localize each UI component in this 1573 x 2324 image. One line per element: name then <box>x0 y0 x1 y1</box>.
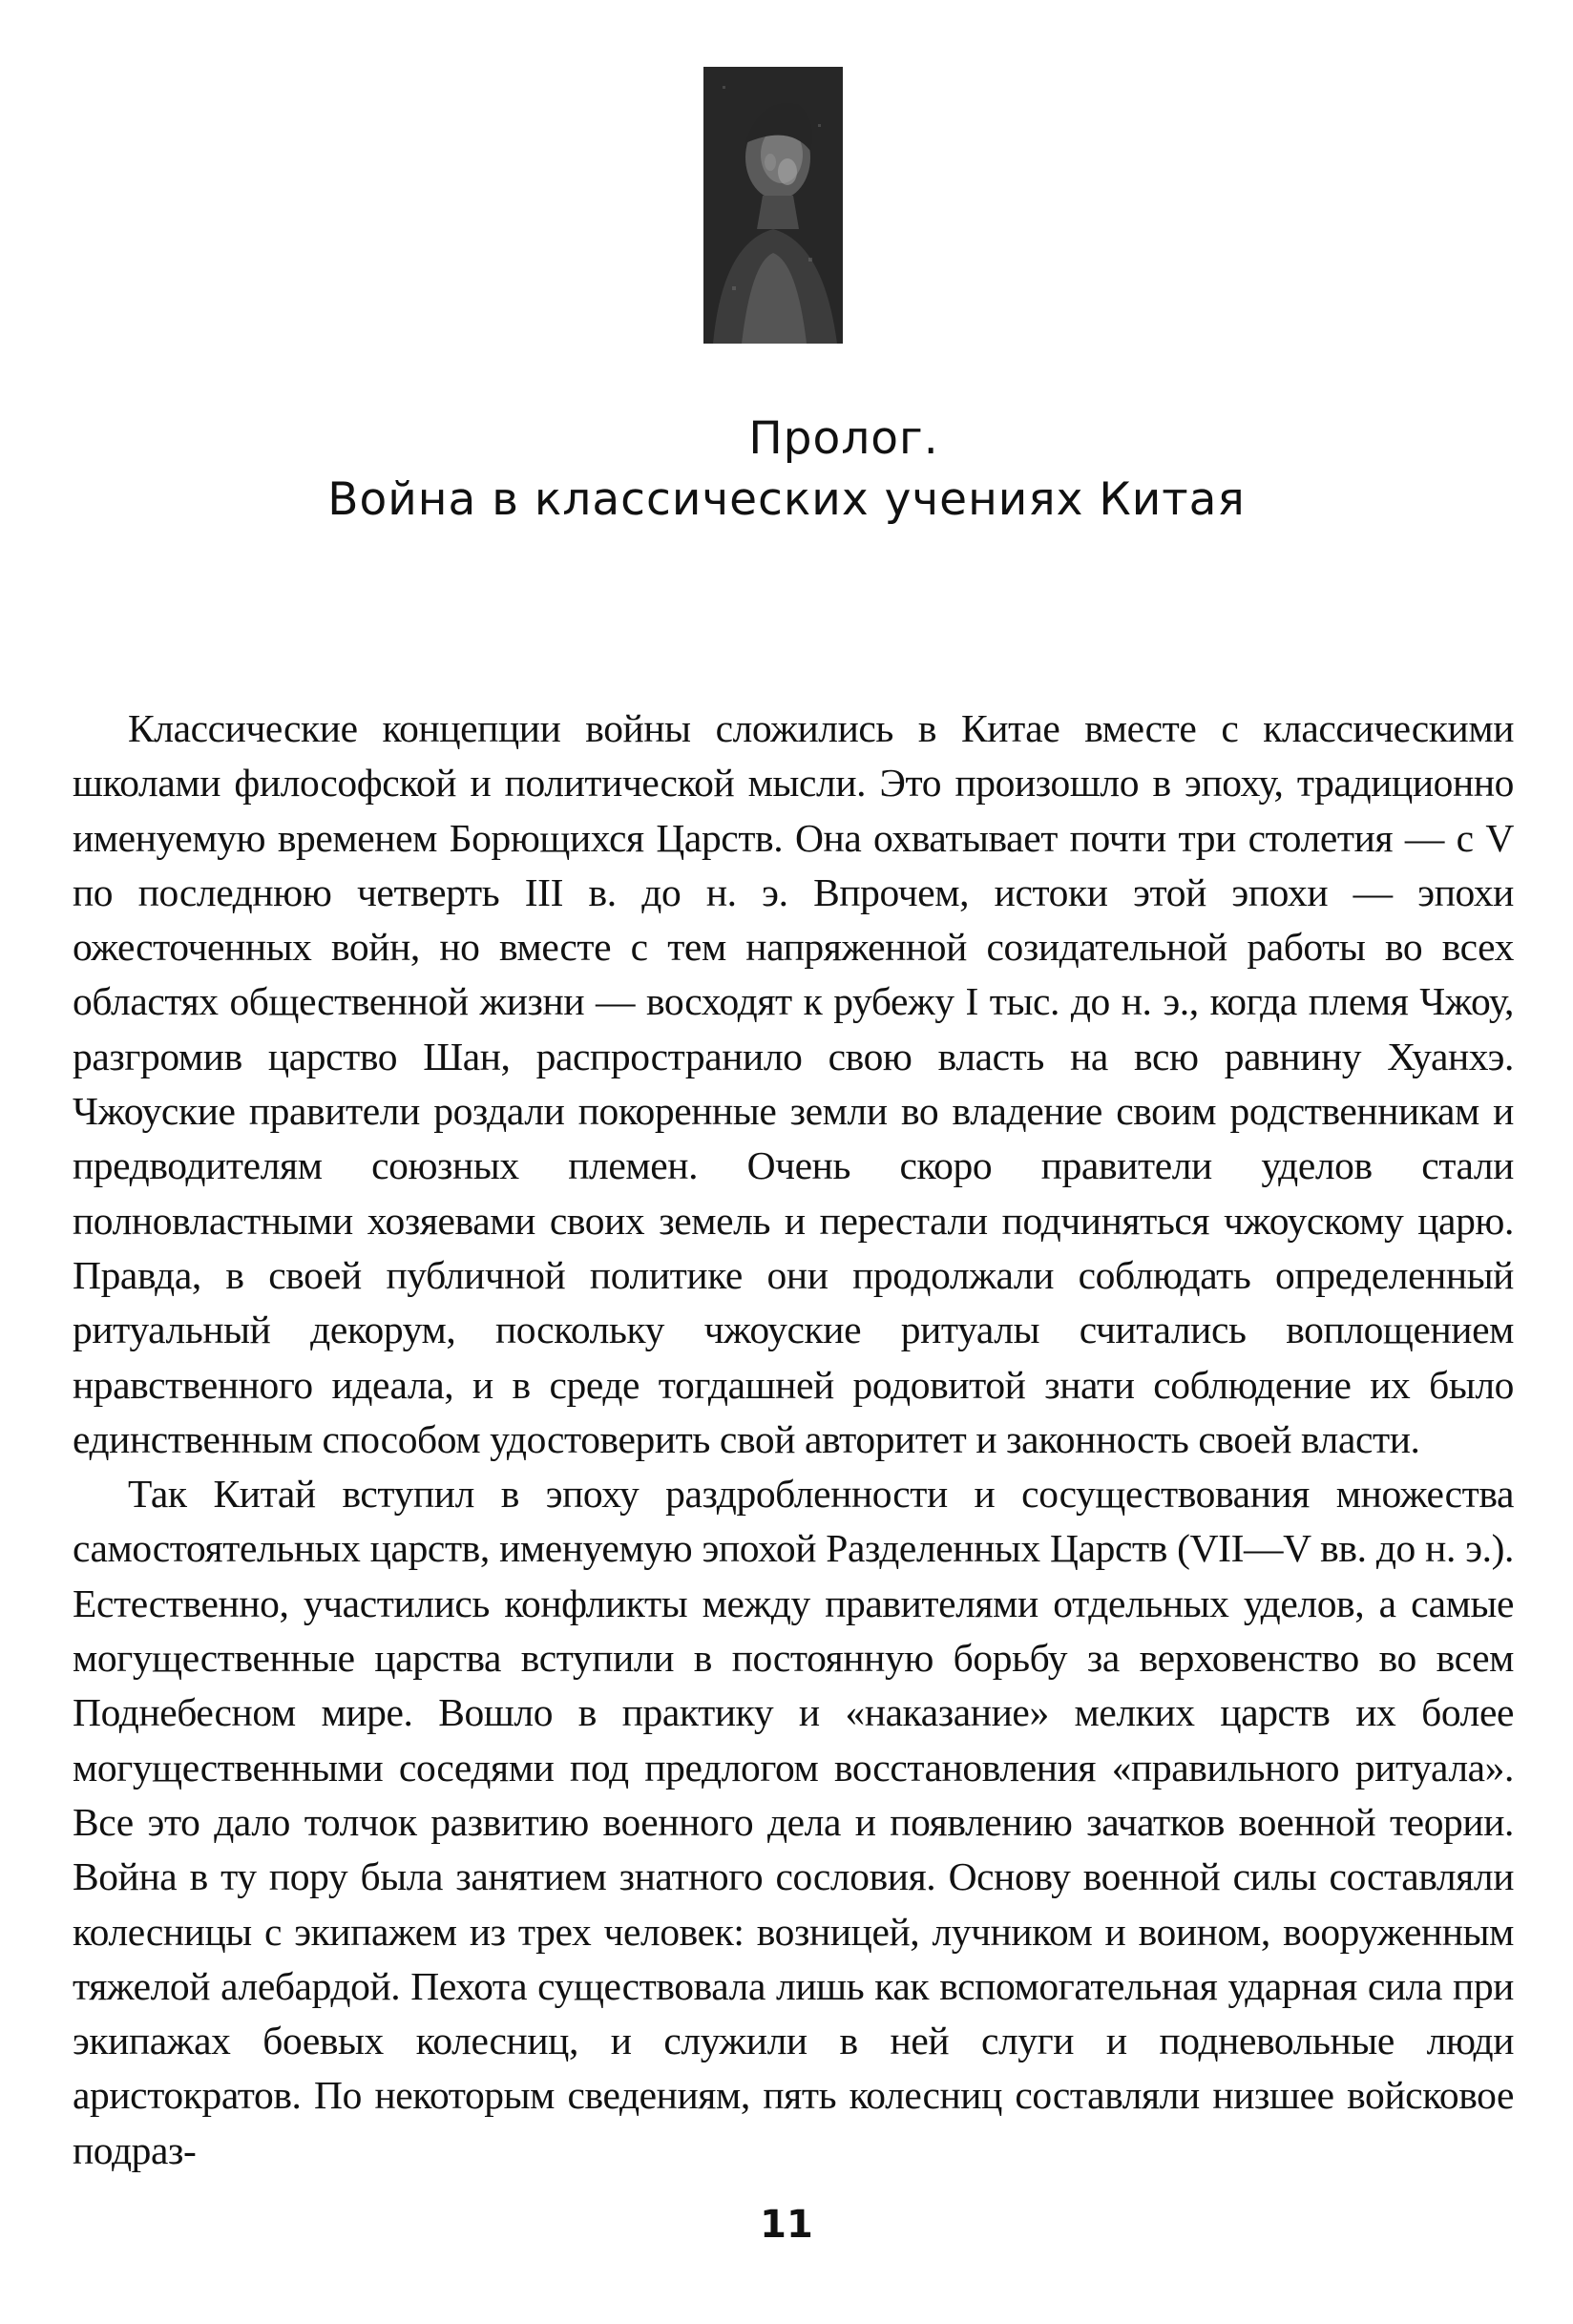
body-text <box>73 701 1514 2178</box>
chapter-heading-line2: Война в классических учениях Китая <box>327 473 1246 526</box>
chapter-heading <box>118 408 1455 531</box>
chapter-heading-line1: Пролог. <box>748 412 939 465</box>
page-number: 11 <box>760 2203 813 2247</box>
paragraph-2: Так Китай вступил в эпоху раздробленности и сосуществования множества самостоятельных царств, именуемую эпохой Разделенных Царств (VII—V вв. до н. э.). Естественно, участились конфликты между правителями отдельных уделов, а самые могущественные царства вступили в постоянную борьбу за верховенство во всем Поднебесном мире. Вошло в практику и «наказание» мелких царств их более могущественными соседями под предлогом восстановления «правильного ритуала». Все это дало толчок развитию военного дела и появлению зачатков военной теории. Война в ту пору была занятием знатного сословия. Основу военной силы составляли колесницы с экипажем из трех человек: возницей, лучником и воином, вооруженным тяжелой алебардой. Пехота существовала лишь как вспомогательная ударная сила при экипажах боевых колесниц, и служили в ней слуги и подневольные люди аристократов. По некоторым сведениям, пять колесниц составляли низшее войсковое подраз- <box>73 1472 1514 2172</box>
portrait-illustration <box>703 67 843 344</box>
paragraph-1: Классические концепции войны сложились в Китае вместе с классическими школами философской и политической мысли. Это произошло в эпоху, традиционно именуемую временем Борющихся Царств. Она охватывает почти три столетия — с V по последнюю четверть III в. до н. э. Впрочем, истоки этой эпохи — эпохи ожесточенных войн, но вместе с тем напряженной созидательной работы во всех областях общественной жизни — восходят к рубежу I тыс. до н. э., когда племя Чжоу, разгромив царство Шан, распространило свою власть на всю равнину Хуанхэ. Чжоуские правители роздали покоренные земли во владение своим родственникам и предводителям союзных племен. Очень скоро правители уделов стали полновластными хозяевами своих земель и перестали подчиняться чжоускому царю. Правда, в своей публичной политике они продолжали соблюдать определенный ритуальный декорум, поскольку чжоуские ритуалы считались воплощением нравственного идеала, и в среде тогдашней родовитой знати соблюдение их было единственным способом удостоверить свой авторитет и законность своей власти. <box>73 706 1514 1461</box>
portrait-photo-icon <box>703 67 843 344</box>
